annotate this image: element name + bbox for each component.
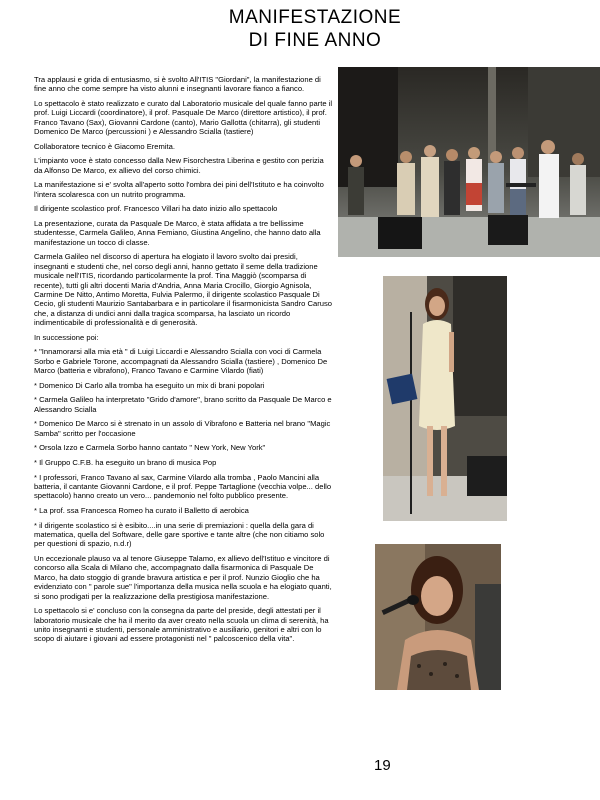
paragraph: Un eccezionale plauso va al tenore Giuseppe Talamo, ex allievo dell'Istituo e vincitore di concorso alla Scala di Milano che, accompagnato dalla fisarmonica di Pasquale De Marco, ha dato stoggio di grande bravura artistica e per il prof. Nunzio Gioglio che ha evidenziato con " parole sue" l'importanza della musica nella scuola e ha elogiato quanti, si sono prodigati per la realizzazione della prestigiosa manifestazione. (34, 554, 332, 601)
paragraph: La manifestazione si e' svolta all'aperto sotto l'ombra dei pini dell'Istituto e ha coinvolto l'intera scolaresca con un nutrito programma. (34, 180, 324, 199)
group-on-stage-photo (338, 67, 600, 257)
singer-at-microphone-photo (383, 276, 507, 521)
page-number: 19 (374, 757, 391, 774)
paragraph: In successione poi: (34, 332, 99, 342)
paragraph: * La prof. ssa Francesca Romeo ha curato il Balletto di aerobica (34, 506, 249, 516)
article-body (34, 75, 334, 649)
paragraph: * il dirigente scolastico si è esibito....in una serie di premiazioni : quella della gara di matematica, quella del Software, delle gare sportive e tante altre (che non citiamo solo per questioni di spazio, n.d.r) (34, 520, 325, 549)
paragraph: * Domenico Di Carlo alla tromba ha eseguito un mix di brani popolari (34, 380, 265, 390)
paragraph: Il dirigente scolastico prof. Francesco Villari ha dato inizio allo spettacolo (34, 204, 278, 214)
paragraph: * Domenico De Marco si è strenato in un assolo di Vibrafono e Batteria nel brano "Magic Samba" scritto per l'occasione (34, 419, 331, 438)
singer-closeup-photo (375, 544, 501, 690)
paragraph: Lo spettacolo si e' concluso con la consegna da parte del preside, degli attestati per il laboratorio musicale che ha il merito da aver creato nella scuola un clima di serenità, ha unito insegnanti e studenti, personale amministrativo e ausiliario, genitori e altri con lo scopo di aiutare i giovani ad essere protagonisti nel " palcoscenico della vita". (34, 606, 329, 644)
paragraph: * "Innamorarsi alla mia età " di Luigi Liccardi e Alessandro Scialla con voci di Carmela Sorbo e Gabriele Torone, accompagnati da Alessandro Scialla (tastiere) , Domenico De Marco (batteria e vibrafono), Franco Tavano e Carmine Vilardo (fiati) (34, 347, 328, 376)
paragraph: Tra applausi e grida di entusiasmo, si è svolto All'ITIS "Giordani", la manifestazione di fine anno che come sempre ha visto alunni e insegnanti lavorare fianco a fianco. (34, 75, 321, 94)
paragraph: La presentazione, curata da Pasquale De Marco, è stata affidata a tre bellissime studentesse, Carmela Galileo, Anna Femiano, Giustina Angelino, che hanno dato alla manifestazione un tocco di classe. (34, 219, 321, 247)
paragraph: Lo spettacolo è stato realizzato e curato dal Laboratorio musicale del quale fanno parte il prof. Luigi Liccardi (coordinatore), il prof. Pasquale De Marco (direttore artistico), il prof. Franco Tavano (Sax), Giovanni Cardone (canto), Mario Gallotta (chitarra), gli studenti Domenico De Marco (percussioni ) e Alessandro Scialla (tastiere) (34, 99, 333, 137)
paragraph: * Orsola Izzo e Carmela Sorbo hanno cantato " New York, New York" (34, 443, 266, 453)
title-line-1: MANIFESTAZIONE (228, 7, 402, 28)
paragraph: * Carmela Galileo ha interpretato "Grido d'amore", brano scritto da Pasquale De Marco e Alessandro Scialla (34, 395, 332, 414)
paragraph: Collaboratore tecnico è Giacomo Eremita. (34, 141, 175, 151)
paragraph: * I professori, Franco Tavano al sax, Carmine Vilardo alla tromba , Paolo Mancini alla batteria, il cantante Giovanni Cardone, e il prof. Peppe Tartaglione (vecchia volpe... dello spettacolo) hanno creato un vero... pandemonio nel folto pubblico presente. (34, 472, 332, 501)
paragraph: L'impianto voce è stato concesso dalla New Fisorchestra Liberina e gestito con perizia da Alfonso De Marco, ex allievo del corso chimici. (34, 156, 324, 175)
page-title (150, 6, 480, 52)
paragraph: Carmela Galileo nel discorso di apertura ha elogiato il lavoro svolto dai presidi, insegnanti e studenti che, nel corso degli anni, hanno gettato il seme della tradizione musicale nell'ITIS, ricordando particolarmente la prof. Tina Maggiò (scomparsa di recente), tutti gli altri docenti Maria d'Andria, Anna Maria Crocillo, Giorgio Agnisola, Carmine De Nitto, Antimo Moretta, Fulvia Palermo, il dirigente scolastico Pasquale Di Cecio, gli studenti Maurizio Santabarbara e in particolare il fisarmonicista Sandro Caruso che, a distanza di undici anni dalla tragica scomparsa, ha lasciato un ricordo indimenticabile di professionalità e di generosità. (34, 252, 332, 328)
title-line-2: DI FINE ANNO (248, 30, 382, 51)
paragraph: * Il Gruppo C.F.B. ha eseguito un brano di musica Pop (34, 458, 217, 468)
